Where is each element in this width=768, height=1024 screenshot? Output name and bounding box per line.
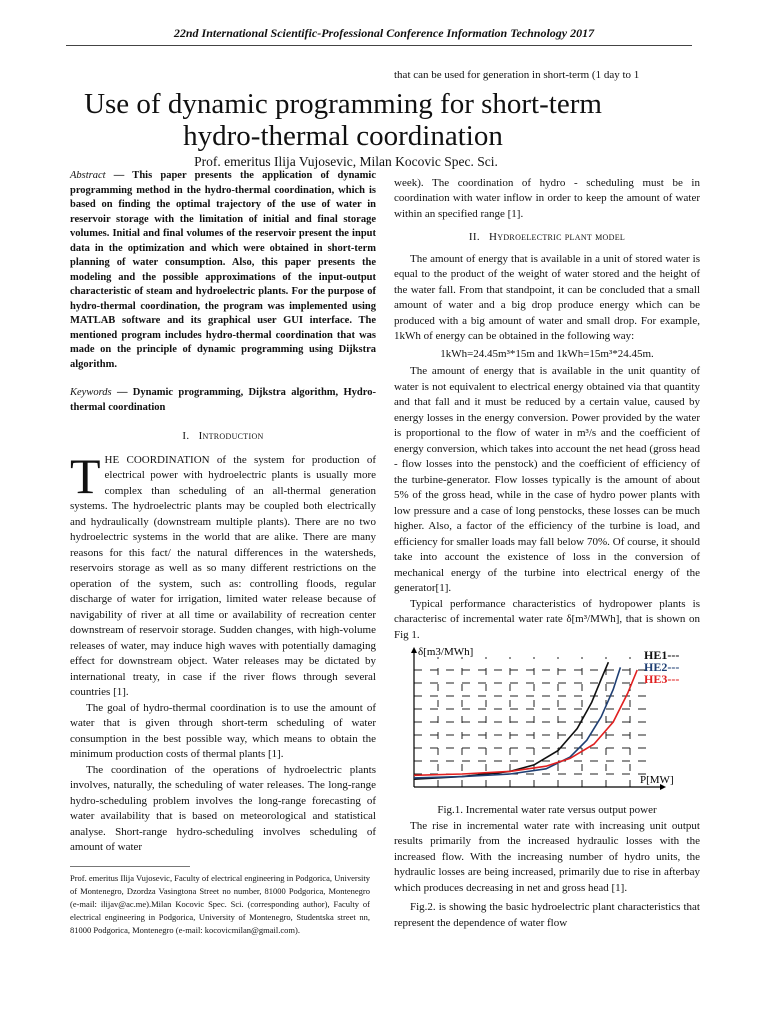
intro-paragraph-3: The coordination of the operations of hydroelectric plants involves, naturally, the scheduling of water releases. The long-range hydro-scheduling problem involves the long-range forecasting of water availability that is based on meteorological and statistical analyse. Short-range hydro-scheduling involves scheduling of amount of water (70, 763, 376, 853)
keywords-label: Keywords (70, 387, 112, 398)
section-heading-hydro-model (394, 230, 700, 246)
legend-entry: HE1--- (644, 648, 680, 662)
abstract (70, 169, 376, 372)
right-paragraph-0: that can be used for generation in short-term (1 day to 1 (394, 69, 640, 81)
keywords (70, 386, 376, 415)
left-column (70, 169, 376, 856)
energy-formula: 1kWh=24.45m³*15m and 1kWh=15m³*24.45m. (440, 347, 654, 360)
section-title: Hydroelectric plant model (489, 231, 626, 243)
abstract-label: Abstract (70, 170, 106, 181)
y-axis-label: δ[m3/MWh] (418, 646, 474, 658)
model-paragraph-5: Fig.2. is showing the basic hydroelectric plant characteristics that represent the dependence of water flow (394, 901, 700, 929)
figure-1-caption: Fig.1. Incremental water rate versus output power (437, 804, 657, 816)
right-paragraph-0b: week). The coordination of hydro - scheduling must be in coordination with water inflow in order to keep the amount of water within an specified range [1]. (394, 176, 700, 220)
model-paragraph-4: The rise in incremental water rate with increasing unit output results primarily from the increased hydraulic losses with the increased flow. With the increasing number of hydro units, the hydraulic losses are being increased, primarily due to rise in afterbay which produces decreasing in net and gross head [1]. (394, 819, 700, 894)
x-axis-label: P[MW] (640, 774, 674, 786)
running-header: 22nd International Scientific-Professional Conference Information Technology 2017 (173, 26, 595, 40)
section-number: I. (182, 430, 190, 442)
intro-paragraph-1 (70, 447, 376, 701)
paper-title: Use of dynamic programming for short-term hydro-thermal coordination (84, 88, 602, 152)
legend-entry: HE3--- (644, 672, 680, 686)
footnote-divider (70, 866, 190, 867)
incremental-water-rate-chart (394, 645, 700, 805)
drop-cap: T (70, 447, 101, 504)
figure-1-chart (394, 645, 700, 805)
author-footnote: Prof. emeritus Ilija Vujosevic, Faculty of electrical engineering in Podgorica, University of Montenegro, Dzordza Vasingtona Street no number, 81000 Podgorica, Montenegro (e-mail: ilijav@ac.me).Milan Kocovic Spec. Sci. (corresponding author), Faculty of electrical engineering in Podgorica, University of Montenegro, Studentska street nn, 81000 Podgorica, Montenegro (e-mail: kocovicmilan@gmail.com). (70, 873, 370, 935)
intro-paragraph-1-text: HE COORDINATION of the system for production of electrical power with hydroelectric plants is usually more complex than scheduling of an all-thermal generation systems. The hydroelectric plants may be coupled both electrically and hydraulically (downstream multiple plants). There are no two hydroelectric systems in the world that are alike. There are many reasons for this fact/ the natural differences in the watersheds, reservoirs storage as well as so many different restrictions on the operation of the system, such as: controlling floods, regular discharge of water for irrigation, limited water release because of navigability of river at all time or availability of recreation center downstream of reservoir storage. Sudden changes, with high-volume releases of water, may induce high waves with potentially damaging effect for downstream object. Water releases may be dictated by international treaty, in case if the river flows through several countries [1]. (70, 453, 376, 698)
abstract-text: — This paper presents the application of dynamic programming method in the hydro-thermal coordination, which is based on finding the optimal trajectory of the use of water in reservoir storage with the limitation of initial and final storage volumes. Initial and final volumes of the reservoir present the input data in the optimization and which were obtained in short-term planning of water consumption. Also, this paper presents the modeling and the possible approximations of the input-output characteristic of steam and hydroelectric plants. For the purpose of hydro-thermal coordination, the program was implemented using MATLAB software and its graphical user GUI interface. The mentioned program includes hydro-thermal coordination that was made on the principle of dynamic programming using Dijkstra algorithm. (70, 170, 376, 370)
y-axis-arrow (411, 647, 417, 653)
series-line-he1 (414, 662, 608, 779)
model-paragraph-2: The amount of energy that is available in the unit quantity of water is not equivalent to electrical energy obtained via that quantity and that fall and it must be reduced by a certain value, caused by energy losses in the energy conversion. Power provided by the water is proportional to the flow of water in m³/s and the coefficient of energy conversion, which takes into account the net head (gross head - flow losses into the penstock) and the coefficient of efficiency of the turbine-generator. Flow losses typically is the amount of about 5% of the gross head, while in the case of hydro power plants with low pressure and a case of long penstocks, these losses can be much higher. Also, a factor of the efficiency of the turbine is load, and efficiency for smaller loads may fall below 70%. Of course, it should take into account the existence of loss in the conversion of mechanical energy of the turbine into electrical energy of the generator[1]. (394, 365, 700, 594)
model-paragraph-1: The amount of energy that is available in a unit of stored water is equal to the product of the weight of water stored and the height of the water fall. From that standpoint, it can be concluded that a small amount of water and a big drop produce energy which can be produced with a big amount of water and small drop. For example, 1kWh of energy can be obtained in the following way: (394, 252, 700, 342)
right-column (394, 68, 700, 931)
intro-paragraph-2: The goal of hydro-thermal coordination is to use the amount of water that is given through short-term scheduling of water consumption in the best possible way, which means to obtain the minimum production costs of thermal plants [1]. (70, 701, 376, 760)
series-line-he3 (414, 670, 637, 775)
section-title: Introduction (198, 430, 264, 442)
keywords-text: — Dynamic programming, Dijkstra algorithm, Hydro-thermal coordination (70, 387, 376, 413)
legend-entry: HE2--- (644, 660, 680, 674)
authors-line: Prof. emeritus Ilija Vujosevic, Milan Kocovic Spec. Sci. (194, 154, 498, 169)
section-number: II. (468, 231, 480, 243)
header-divider (66, 45, 692, 46)
model-paragraph-3: Typical performance characteristics of hydropower plants is characterisc of incremental water rate δ[m³/MWh], that is shown on Fig 1. (394, 597, 700, 641)
section-heading-introduction (70, 429, 376, 445)
